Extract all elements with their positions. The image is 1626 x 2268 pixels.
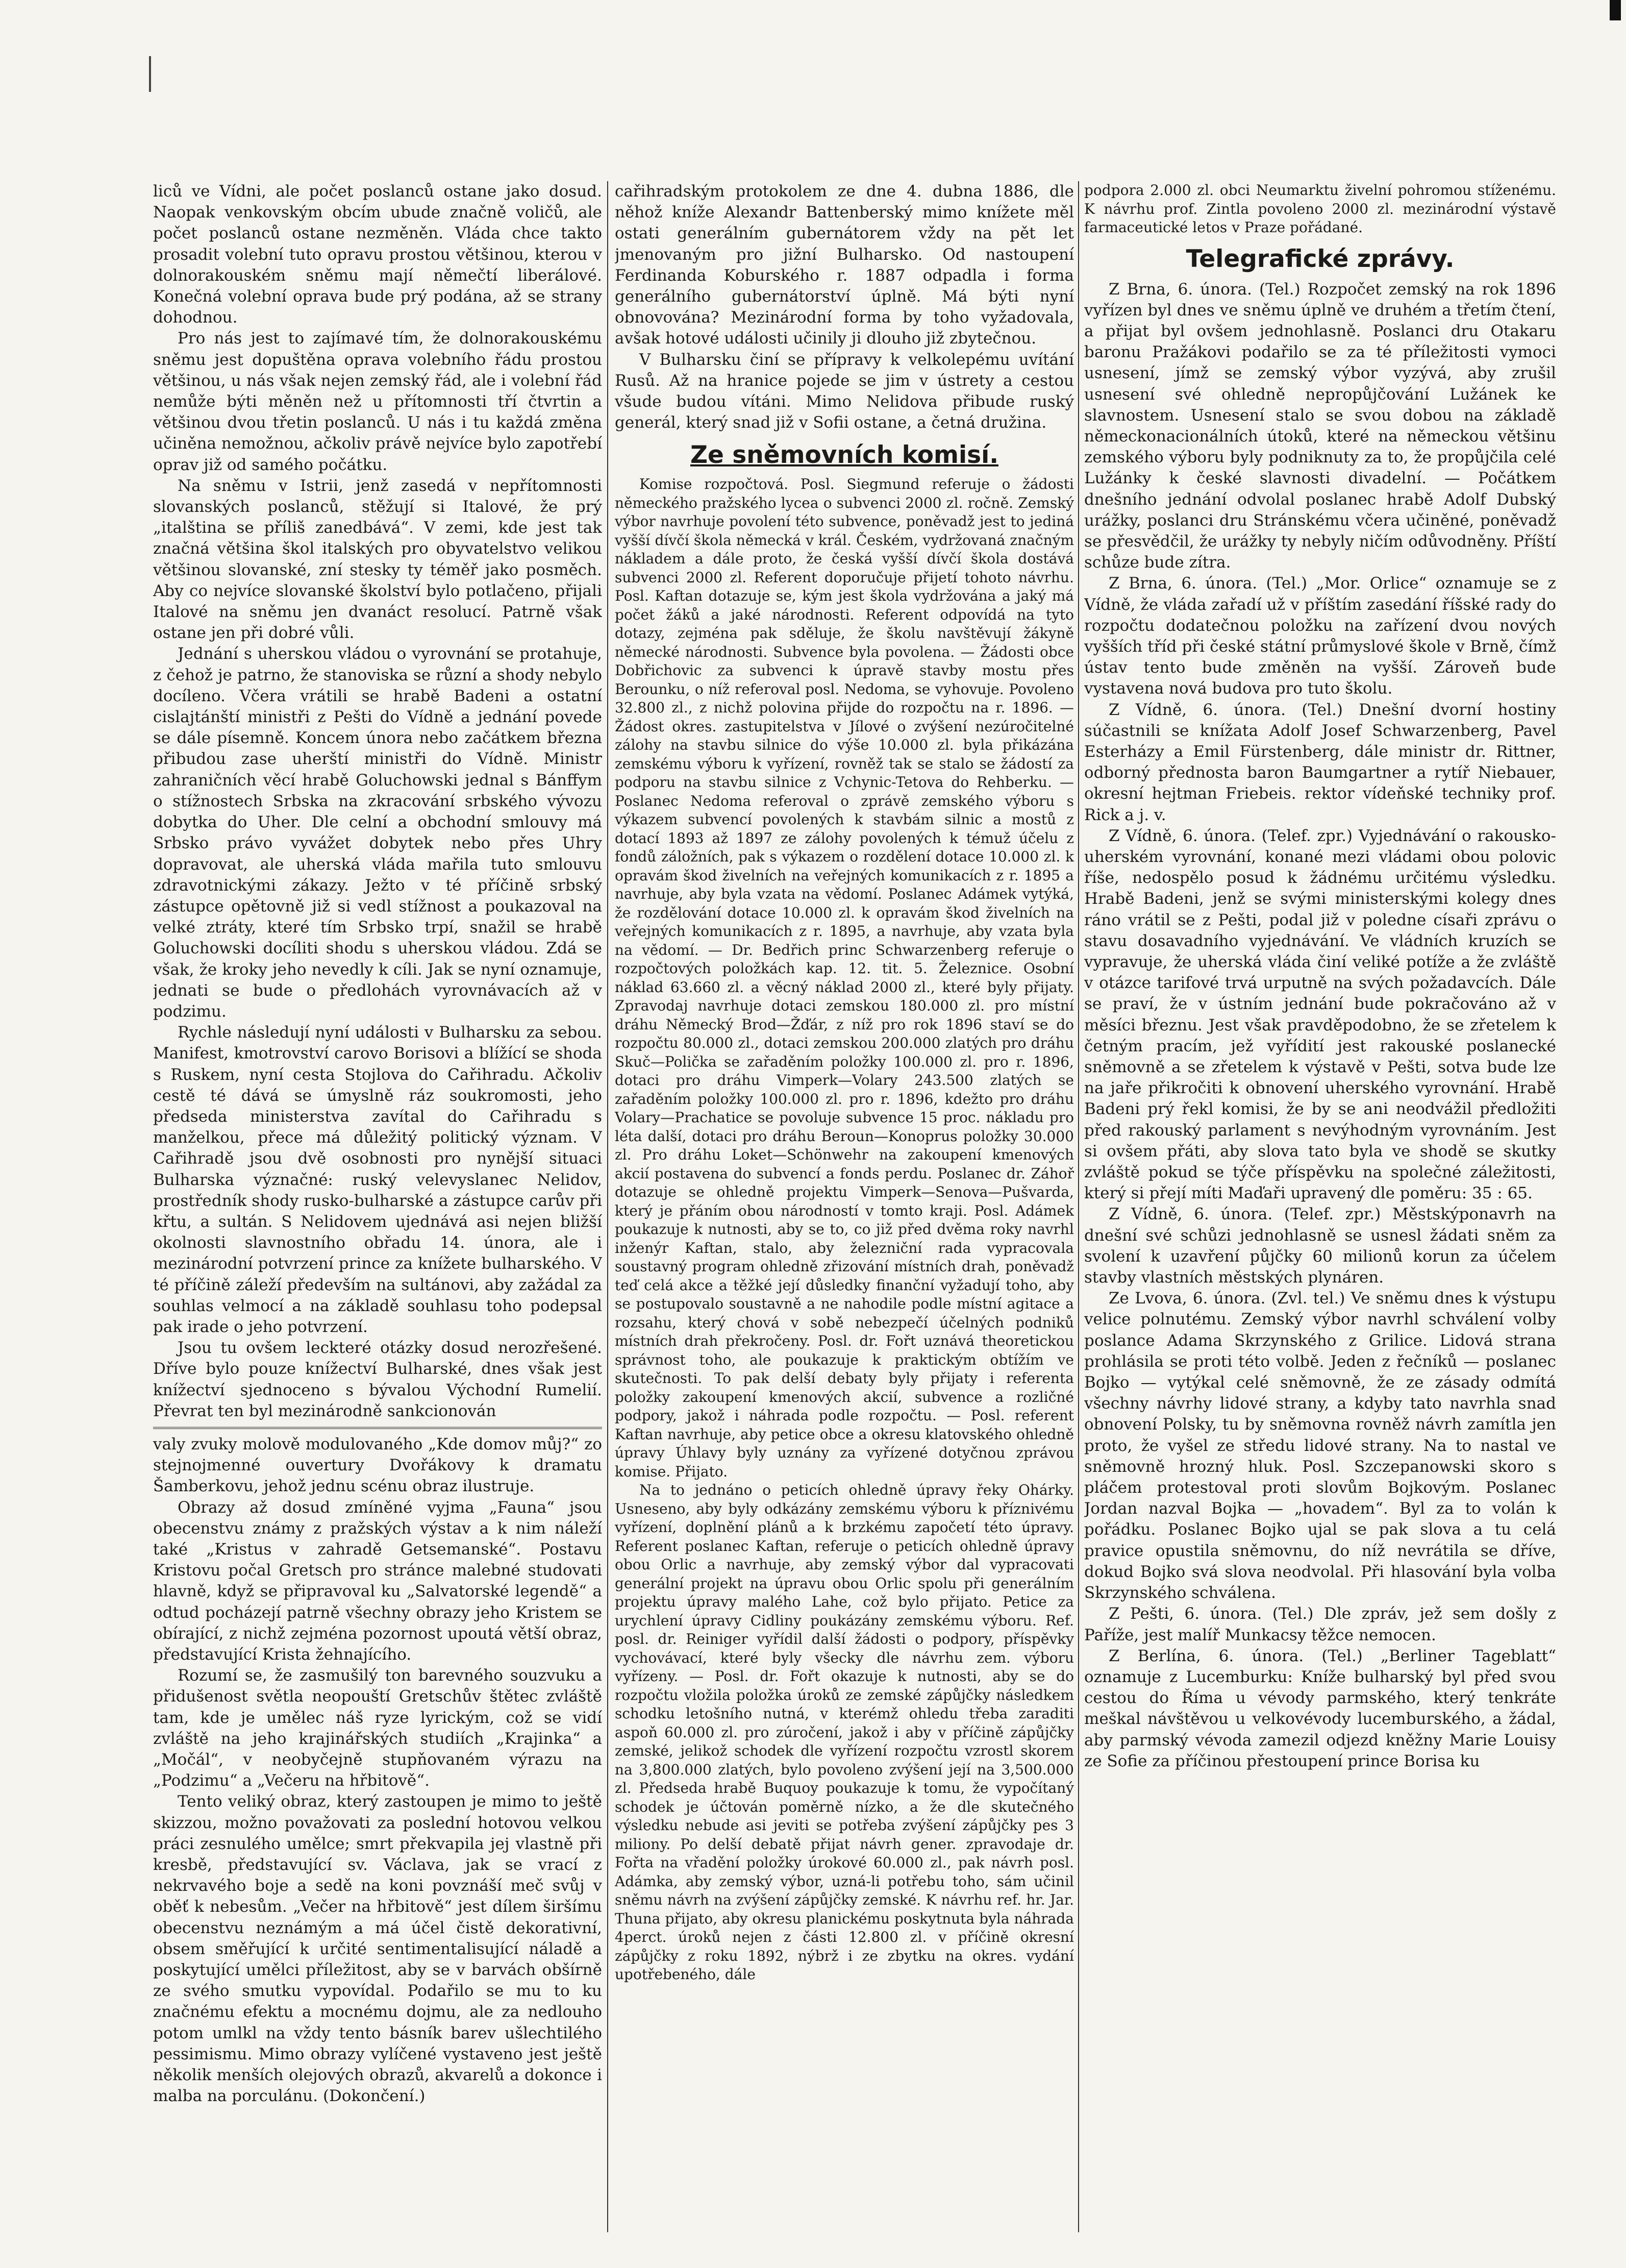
paragraph: Z Vídně, 6. února. (Telef. zpr.) Městskýponavrh na dnešní své schůzi jednohlasně se usnesl žádati sněm za svolení k uzavření půjčky 60 milionů korun za účelem stavby vlastních městských plynáren. [1084,1205,1556,1287]
section-heading: Telegrafické zprávy. [1186,244,1455,273]
paragraph: Z Pešti, 6. února. (Tel.) Dle zpráv, jež sem došly z Paříže, jest malíř Munkacsy těžce nemocen. [1084,1605,1556,1644]
paragraph: Z Vídně, 6. února. (Telef. zpr.) Vyjednávání o rakousko-uherském vyrovnání, konané mezi vládami obou polovic říše, nedospělo posud k žádnému určitému výsledku. Hrabě Badeni, jenž se svými ministerskými kolegy dnes ráno vrátil se z Pešti, podal již v poledne císaři zprávu o stavu dosavadního vyjednávání. Ve vládních kruzích se vypravuje, že uherská vláda činí veliké potíže a že zvláště v otázce tarifové trvá urputně na svých požadavcích. Dále se praví, že v ústním jednání bude pokračováno až v měsíci březnu. Jest však pravděpodobno, že se zřetelem k četným pracím, jež vyřídití jest rakouské poslanecké sněmovně a se zřetelem k výstavě v Pešti, sotva bude lze na jaře přikročiti k obnovení uherského vyrovnání. Hrabě Badeni prý řekl komisi, že by se ani neodvážil předložiti před rakouský parlament s nevýhodným vyrovnáním. Jest si ovšem přáti, aby slova tato byla ve shodě se skutky zvláště pokud se týče příspěvku na společné záležitosti, který si přejí míti Maďaři upravený dle poměru: 35 : 65. [1084,826,1556,1203]
paragraph: Jsou tu ovšem leckteré otázky dosud nerozřešené. Dříve bylo pouze knížectví Bulharské, dnes však jest knížectví sjednoceno s bývalou Východní Rumelií. Převrat ten byl mezinárodně sankcionován [153,1339,602,1420]
paragraph: Jednání s uherskou vládou o vyrovnání se protahuje, z čehož je patrno, že stanoviska se různí a shody nebylo docíleno. Včera vrátili se hrabě Badeni a ostatní cislajtánští ministři z Pešti do Vídně a jednání povede se dále písemně. Koncem února nebo začátkem března přibudou zase uherští ministři do Vídně. Ministr zahraničních věcí hrabě Goluchowski jednal s Bánffym o stížnostech Srbska na zkracování srbského vývozu dobytka do Uher. Dle celní a obchodní smlouvy má Srbsko právo vyvážet dobytek nebo přes Uhry dopravovat, ale uherská vláda mařila tuto smlouvu zdravotnickými zákazy. Ježto v té příčině srbský zástupce opětovně již si vedl stížnost a poukazoval na velké ztráty, které tím Srbsko trpí, snažil se hrabě Goluchowski docíliti shodu s uherskou vládou. Zdá se však, že kroky jeho nevedly k cíli. Jak se nyní oznamuje, jednati se bude o předlohách vyrovnávacích až v podzimu. [153,645,602,1021]
paragraph: Tento veliký obraz, který zastoupen je mimo to ještě skizzou, možno považovati za poslední hotovou velkou práci zesnulého umělce; smrt překvapila jej vlastně při kresbě, představující sv. Václava, jak se vrací z nekrvavého boje a sedě na koni povznáší meč svůj v oběť k nebesům. „Večer na hřbitově“ jest dílem širšímu obecenstvu neznámým a má účel čistě dekorativní, obsem směřující k určité sentimentalisující náladě a poskytující umělci příležitost, aby se v barvách obšírně ze svého smutku vypovídal. Podařilo se mu to ku značnému efektu a mocnému dojmu, ale za nedlouho potom umlkl na vždy tento básník barev ušlechtilého pessimismu. Mimo obrazy vylíčené vystaveno jest ještě několik menších olejových obrazů, akvarelů a dokonce i malba na porculánu. (Dokončení.) [153,1792,602,2106]
section-heading: Ze sněmovních komisí. [690,441,999,470]
paragraph: valy zvuky molově modulovaného „Kde domov můj?“ zo stejnojmenné ouvertury Dvořákovy k dramatu Šamberkovu, jehož jednu scénu obraz ilustruje. [153,1435,602,1496]
paragraph: Pro nás jest to zajímavé tím, že dolnorakouskému sněmu jest dopuštěna oprava volebního řádu prostou většinou, u nás však nejen zemský řád, ale i volební řád nemůže býti měněn než u přítomnosti tří čtvrtin a většinou dvou třetin poslanců. U nás i tu každá změna učiněna nemožnou, ačkoliv právě nejvíce bylo zapotřebí oprav již od samého počátku. [153,329,602,474]
column-2 [615,181,1074,2232]
paragraph: Z Berlína, 6. února. (Tel.) „Berliner Tageblatt“ oznamuje z Lucemburku: Kníže bulharský byl před svou cestou do Říma u vévody parmského, který tenkráte meškal návštěvou u velkovévody lucemburského, a žádal, aby parmský vévoda zamezil odjezd kněžny Marie Louisy ze Sofie za příčinou přestoupení prince Borisa ku [1084,1646,1556,1770]
paragraph: Z Brna, 6. února. (Tel.) „Mor. Orlice“ oznamuje se z Vídně, že vláda zařadí už v příštím zasedání říšské rady do rozpočtu dodatečnou položku na zařízení dvou nových vyšších tříd při české státní průmyslové škole v Brně, čímž ústav tento bude změněn na vyšší. Zároveň bude vystavena nová budova pro tuto školu. [1084,574,1556,698]
column-rule [1078,181,1079,2232]
paragraph: Rychle následují nyní události v Bulharsku za sebou. Manifest, kmotrovství carovo Borisovi a blížící se shoda s Ruskem, nyní cesta Stojlova do Cařihradu. Ačkoliv cestě té dává se úmyslně ráz soukromosti, jeho předseda ministerstva zavítal do Cařihradu s manželkou, přece má důležitý politický význam. V Cařihradě jsou dvě osobnosti pro nynější situaci Bulharska význačné: ruský velevyslanec Nelidov, prostředník shody rusko-bulharské a zástupce carův při křtu, a sultán. S Nelidovem ujednává asi nejen bližší okolnosti slavnostního obřadu 14. února, ale i mezinárodní potvrzení prince za knížete bulharského. V té příčině záleží především na sultánovi, aby zažádal za souhlas velmocí a na základě souhlasu toho podepsal pak irade o jeho potvrzení. [153,1023,602,1336]
paragraph: Na sněmu v Istrii, jenž zasedá v nepřítomnosti slovanských poslanců, stěžují si Italové, že prý „italština se příliš zanedbává“. V zemi, kde jest tak značná většina škol italských pro obyvatelstvo velikou většinou slovanské, zní stesky ty téměř jako posměch. Aby co nejvíce slovanské školství bylo potlačeno, přijali Italové na sněmu jen dvanáct resolucí. Patrně však ostane jen při dobré vůli. [153,476,602,643]
paragraph: podpora 2.000 zl. obci Neumarktu živelní pohromou stíženému. K návrhu prof. Zintla povoleno 2000 zl. mezinárodní výstavě farmaceutické letos v Praze pořádané. [1084,182,1556,236]
paragraph: Obrazy až dosud zmíněné vyjma „Fauna“ jsou obecenstvu známy z pražských výstav a k nim náleží také „Kristus v zahradě Getsemanské“. Postavu Kristovu počal Gretsch pro stránce malebné studovati hlavně, když se připravoval ku „Salvatorské legendě“ a odtud pocházejí patrně všechny obrazy jeho Kristem se obírající, z nichž zejména pozornost upoutá větší obraz, představující Krista žehnajícího. [153,1498,602,1664]
paragraph: Rozumí se, že zasmušilý ton barevného souzvuku a přidušenost světla neopouští Gretschův štětec zvláště tam, kde je umělec náš ryze lyrickým, což se vidí zvláště na jeho krajinářských studiích „Krajinka“ a „Močál“, v neobyčejně stupňovaném výrazu na „Podzimu“ a „Večeru na hřbitově“. [153,1666,602,1790]
column-3 [1084,181,1556,2232]
paragraph: Komise rozpočtová. Posl. Siegmund referuje o žádosti německého pražského lycea o subvenci 2000 zl. ročně. Zemský výbor navrhuje povolení této subvence, poněvadž jest to jediná vyšší dívčí škola německá v král. Českém, vydržovaná značným nákladem a dále proto, že česká vyšší dívčí škola dostává subvenci 2000 zl. Referent doporučuje přijetí tohoto návrhu. Posl. Kaftan dotazuje se, kým jest škola vydržována a jaký má počet žáků a jaké národnosti. Referent odpovídá na tyto dotazy, zejména pak sděluje, že školu navštěvují žákyně německé národnosti. Subvence byla povolena. — Žádosti obce Dobřichovic za subvenci k úpravě stavby mostu přes Berounku, o níž referoval posl. Nedoma, se vyhovuje. Povoleno 32.800 zl., z nichž polovina přijde do rozpočtu na r. 1896. — Žádost okres. zastupitelstva v Jílové o zvýšení nezúročitelné zálohy na stavbu silnice do výše 10.000 zl. byla přikázána zemskému výboru k vyřízení, rovněž tak se stalo se žádostí za podporu na stavbu silnice z Vchynic-Tetova do Rehberku. — Poslanec Nedoma referoval o zprávě zemského výboru s výkazem subvencí povolených k stavbám silnic a mostů z dotací 1893 až 1897 ze zálohy povolených k témuž účelu z fondů záložních, pak s výkazem o rozdělení dotace 10.000 zl. k opravám škod živelních na veřejných komunikacích z r. 1895 a navrhuje, aby byla vzata na vědomí. Poslanec Adámek vytýká, že rozdělování dotace 10.000 zl. k opravám škod živelních na veřejných komunikacích z r. 1895, a navrhuje, aby vzata byla na vědomí. — Dr. Bedřich princ Schwarzenberg referuje o rozpočtových položkách kap. 12. tit. 5. Železnice. Osobní náklad 63.660 zl. a věcný náklad 2000 zl., které byly přijaty. Zpravodaj navrhuje dotaci zemskou 180.000 zl. pro místní dráhu Německý Brod—Žďár, z níž pro rok 1896 staví se do rozpočtu 80.000 zl., dotaci zemskou 200.000 zlatých pro dráhu Skuč—Polička se zařaděním položky 100.000 zl. pro r. 1896, dotaci pro dráhu Vimperk—Volary 243.500 zlatých se zařaděním položky 100.000 zl. pro r. 1896, kdežto pro dráhu Volary—Prachatice se povoluje subvence 15 proc. nákladu pro léta další, dotaci pro dráhu Beroun—Konoprus položky 30.000 zl. Pro dráhu Loket—Schönwehr na zakoupení kmenových akcií postavena do subvencí a fonds perdu. Poslanec dr. Záhoř dotazuje se ohledně projektu Vimperk—Senova—Pušvarda, který je přáním obou národností v tomto kraji. Posl. Adámek poukazuje k nutnosti, aby se to, co již před dvěma roky navrhl inženýr Kaftan, stalo, aby železniční rada vypracovala soustavný program ohledně zřizování místních drah, poněvadž teď celá akce a těžké její důsledky finanční vyžadují toho, aby se postupovalo soustavně a ne nahodile podle místní agitace a rozsahu, který chová v sobě nebezpečí účelných podniků místních drah překročeny. Posl. dr. Fořt uznává theoretickou správnost toho, ale poukazuje k praktickým obtížím ve skutečnosti. To pak delší debaty byly přijaty i referenta položky zakoupení kmenových akcií, subvence a rozličné podpory, jakož i náhrada podle rozpočtu. — Posl. referent Kaftan navrhuje, aby petice obce a okresu klatovského ohledně úpravy Úhlavy byly uznány za vyřízené dotyčnou zprávou komise. Přijato. [615,476,1074,1480]
paragraph: Na to jednáno o peticích ohledně úpravy řeky Ohárky. Usneseno, aby byly odkázány zemskému výboru k příznivému vyřízení, doplnění plánů a k brzkému započetí této úpravy. Referent poslanec Kaftan, referuje o peticích ohledně úpravy obou Orlic a navrhuje, aby zemský výbor dal vypracovati generální projekt na úpravu obou Orlic spolu při generálním projektu úpravy malého Lahe, což bylo přijato. Petice za urychlení úpravy Cidliny poukázány zemskému výboru. Ref. posl. dr. Reiniger vyřídil další žádosti o podpory, příspěvky vychovávací, které byly všecky dle návrhu zem. výboru vyřízeny. — Posl. dr. Fořt okazuje k nutnosti, aby se do rozpočtu vložila položka úroků ze zemské zápůjčky následkem schodku letošního nutná, v kterémž ohledu třeba zaraditi aspoň 60.000 zl. pro zúročení, jakož i aby v příčině zápůjčky zemské, jelikož schodek dle vyřízení rozpočtu vzrostl skorem na 3,800.000 zlatých, bylo povoleno zvýšení její na 3,500.000 zl. Předseda hrabě Buquoy poukazuje k tomu, že vypočítaný schodek je účtován poměrně nízko, a že dle skutečného výsledku nebude asi jeviti se potřeba zvýšení zápůjčky pes 3 miliony. Po delší debatě přijat návrh gener. zpravodaje dr. Fořta na vřadění položky úrokové 60.000 zl., pak návrh posl. Adámka, aby zemský výbor, uzná-li potřebu toho, sám učinil sněmu návrh na zvýšení zápůjčky zemské. K návrhu ref. hr. Jar. Thuna přijato, aby okresu planickému poskytnuta byla náhrada 4perct. úroků nejen z části 12.800 zl. v příčině okresní zápůjčky z roku 1892, nýbrž i ze zbytku na okres. vydání upotřebeného, dále [615,1482,1074,1983]
paragraph: Ze Lvova, 6. února. (Zvl. tel.) Ve sněmu dnes k výstupu velice polnutému. Zemský výbor navrhl schválení volby poslance Adama Skrzynského z Grilice. Lidová strana prohlásila se proti této volbě. Jeden z řečníků — poslanec Bojko — vytýkal celé sněmovně, že ze zásady odmítá všechny návrhy lidové strany, a kdyby tato navrhla snad obnovení Polsky, tu by sněmovna rovněž návrh zamítla jen proto, že vyšel ze středu lidové strany. Na to nastal ve sněmovně hrozný hluk. Posl. Szczepanowski skoro s pláčem protestoval proti slovům Bojkovým. Poslanec Jordan nazval Bojka — „hovadem“. Byl za to volán k pořádku. Poslanec Bojko ujal se pak slova a tu celá pravice opustila sněmovnu, do níž nevrátila se dříve, dokud Bojko svá slova neodvolal. Při hlasování byla volba Skrzynského schválena. [1084,1289,1556,1603]
feuilleton-separator [153,1427,602,1429]
paragraph: liců ve Vídni, ale počet poslanců ostane jako dosud. Naopak venkovským obcím ubude značně voličů, ale počet poslanců ostane nezměněn. Vláda chce takto prosadit volební tuto opravu prostou většinou, kterou v dolnorakouském sněmu mají němečtí liberálové. Konečná volební oprava bude prý podána, až se strany dohodnou. [153,182,602,327]
paragraph: V Bulharsku činí se přípravy k velkolepému uvítání Rusů. Až na hranice pojede se jim v ústrety a cestou všude budou vítáni. Mimo Nelidova přibude ruský generál, který snad již v Sofii ostane, a četná družina. [615,350,1074,432]
paragraph: cařihradským protokolem ze dne 4. dubna 1886, dle něhož kníže Alexandr Battenberský mimo knížete měl ostati generálním gubernátorem vždy na pět let jmenovaným pro jižní Bulharsko. Od nastoupení Ferdinanda Koburského r. 1887 odpadla i forma generálního gubernátorství úplně. Má býti nyní obnovována? Mezinárodní forma by toho vyžadovala, avšak hotové události učinily ji dlouho již zbytečnou. [615,182,1074,348]
page-margin-mark [149,56,151,92]
scan-corner-mark [1610,0,1621,20]
paragraph: Z Brna, 6. února. (Tel.) Rozpočet zemský na rok 1896 vyřízen byl dnes ve sněmu úplně ve druhém a třetím čtení, a přijat byl ovšem jednohlasně. Poslanci dru Otakaru baronu Pražákovi podařilo se za té příležitosti vymoci usnesení, jímž se zemský výbor vyzývá, aby zrušil usnesení své ohledně nepropůjčování Lužánek ke slavnostem. Usnesení stalo se svou dobou na základě německonacionálních útoků, které na německou většinu zemského výboru byly podniknuty za to, že propůjčila celé Lužánky k české slavnosti divadelní. — Počátkem dnešního jednání odvolal poslanec hrabě Adolf Dubský urážky, poslanci dru Stránskému včera učiněné, poněvadž se přesvědčil, že urážky ty nebyly ničím odůvodněny. Příští schůze bude zítra. [1084,280,1556,572]
column-1 [153,181,602,2232]
column-rule [607,181,608,2232]
paragraph: Z Vídně, 6. února. (Tel.) Dnešní dvorní hostiny súčastnili se knížata Adolf Josef Schwarzenberg, Pavel Esterházy a Emil Fürstenberg, dále ministr dr. Rittner, odborný přednosta baron Baumgartner a rytíř Niebauer, okresní hejtman Friebeis. rektor vídeňské techniky prof. Rick a j. v. [1084,700,1556,824]
